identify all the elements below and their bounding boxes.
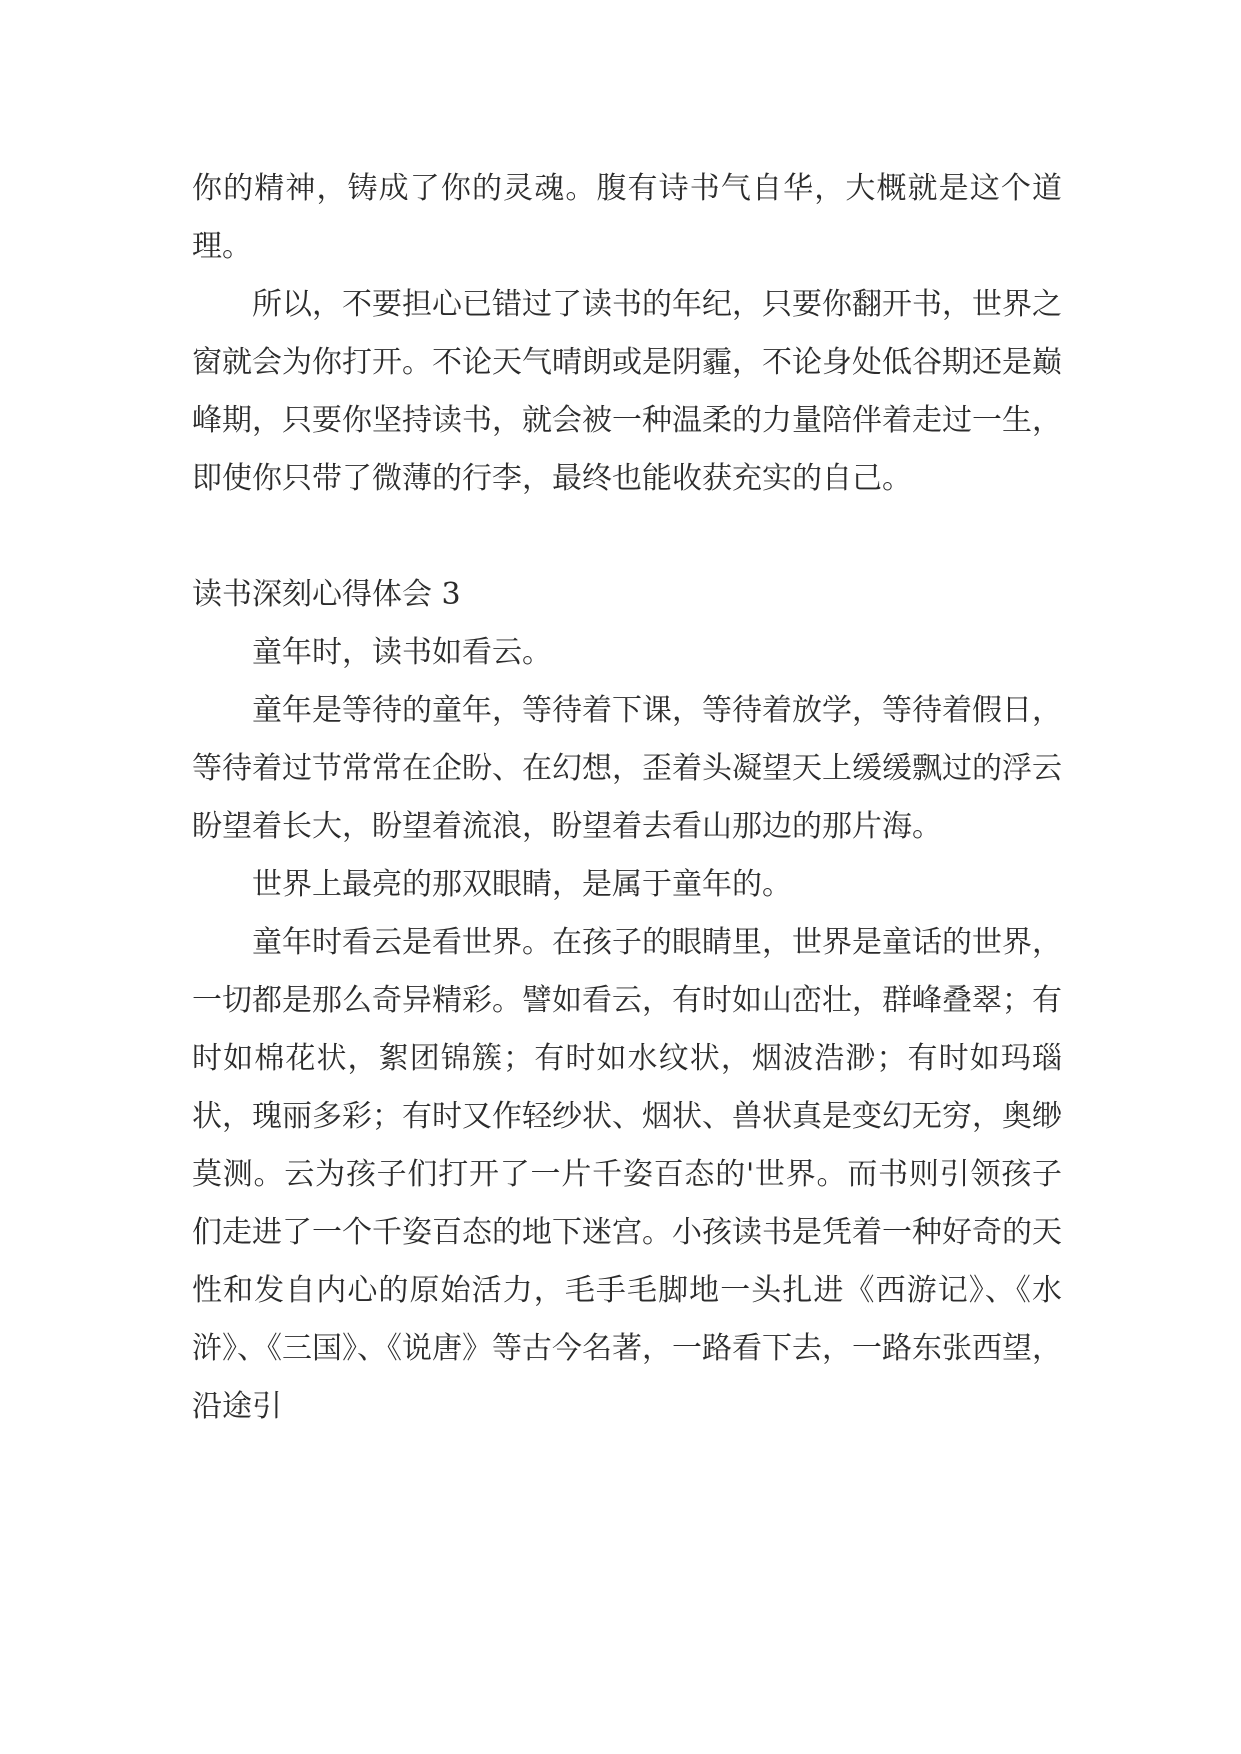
paragraph-childhood-intro: 童年时，读书如看云。 bbox=[252, 635, 552, 670]
section-heading: 读书深刻心得体会 3 bbox=[192, 577, 461, 612]
paragraph-continuation: 你的精神，铸成了你的灵魂。腹有诗书气自华，大概就是这个道理。 bbox=[192, 171, 1062, 264]
paragraph-reading-conclusion: 所以，不要担心已错过了读书的年纪，只要你翻开书，世界之窗就会为你打开。不论天气晴朗或是阴霾，不论身处低谷期还是巅峰期，只要你坚持读书，就会被一种温柔的力量陪伴着走过一生，即使你只带了微薄的行李，最终也能收获充实的自己。 bbox=[192, 287, 1062, 496]
document-body bbox=[192, 160, 1062, 1436]
paragraph-brightest-eyes: 世界上最亮的那双眼睛，是属于童年的。 bbox=[252, 867, 792, 902]
paragraph-childhood-waiting: 童年是等待的童年，等待着下课，等待着放学，等待着假日，等待着过节常常在企盼、在幻想，歪着头凝望天上缓缓飘过的浮云盼望着长大，盼望着流浪，盼望着去看山那边的那片海。 bbox=[192, 693, 1062, 844]
paragraph-watching-clouds: 童年时看云是看世界。在孩子的眼睛里，世界是童话的世界，一切都是那么奇异精彩。譬如看云，有时如山峦壮，群峰叠翠；有时如棉花状，絮团锦簇；有时如水纹状，烟波浩渺；有时如玛瑙状，瑰丽多彩；有时又作轻纱状、烟状、兽状真是变幻无穷，奥缈莫测。云为孩子们打开了一片千姿百态的'世界。而书则引领孩子们走进了一个千姿百态的地下迷宫。小孩读书是凭着一种好奇的天性和发自内心的原始活力，毛手毛脚地一头扎进《西游记》、《水浒》、《三国》、《说唐》等古今名著，一路看下去，一路东张西望，沿途引 bbox=[192, 925, 1062, 1424]
